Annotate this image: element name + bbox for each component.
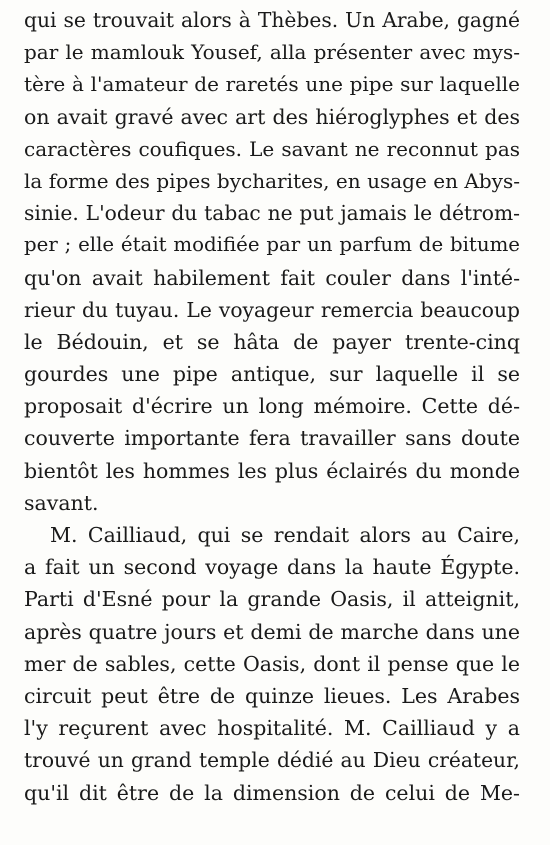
text-line: gourdes une pipe antique, sur laquelle il se <box>24 362 520 387</box>
text-line: rieur du tuyau. Le voyageur remercia beaucoup <box>24 297 520 322</box>
text-line: M. Cailliaud, qui se rendait alors au Caire, <box>50 523 520 547</box>
text-line: l'y reçurent avec hospitalité. M. Cailliaud y a <box>24 716 520 741</box>
text-line: qu'il dit être de la dimension de celui de Me- <box>24 780 520 805</box>
text-line: le Bédouin, et se hâta de payer trente-cinq <box>24 329 520 354</box>
text-line: après quatre jours et demi de marche dans une <box>24 619 520 644</box>
text-line: a fait un second voyage dans la haute Égypte. <box>24 555 520 580</box>
text-line: par le mamlouk Yousef, alla présenter avec mys- <box>24 40 520 65</box>
text-line: on avait gravé avec art des hiéroglyphes et des <box>24 104 520 129</box>
text-line: qu'on avait habilement fait couler dans l'inté- <box>24 265 520 290</box>
text-line: tère à l'amateur de raretés une pipe sur laquelle <box>24 72 520 97</box>
text-line: savant. <box>24 490 99 515</box>
text-line: trouvé un grand temple dédié au Dieu créateur, <box>24 748 520 773</box>
text-line: sinie. L'odeur du tabac ne put jamais le détrom- <box>24 201 520 226</box>
text-line: caractères coufiques. Le savant ne reconnut pas <box>24 136 520 161</box>
body-text <box>24 4 520 809</box>
text-line: la forme des pipes bycharites, en usage en Abys- <box>24 168 520 193</box>
text-line: mer de sables, cette Oasis, dont il pense que le <box>24 651 520 676</box>
text-line: qui se trouvait alors à Thèbes. Un Arabe, gagné <box>24 8 520 32</box>
text-line: Parti d'Esné pour la grande Oasis, il atteignit, <box>24 587 520 612</box>
text-line: circuit peut être de quinze lieues. Les Arabes <box>24 683 520 708</box>
text-line: per ; elle était modifiée par un parfum de bitume <box>24 233 520 257</box>
text-line: proposait d'écrire un long mémoire. Cette dé- <box>24 394 520 419</box>
text-line: couverte importante fera travailler sans doute <box>24 426 520 451</box>
text-line: bientôt les hommes les plus éclairés du monde <box>24 458 520 483</box>
